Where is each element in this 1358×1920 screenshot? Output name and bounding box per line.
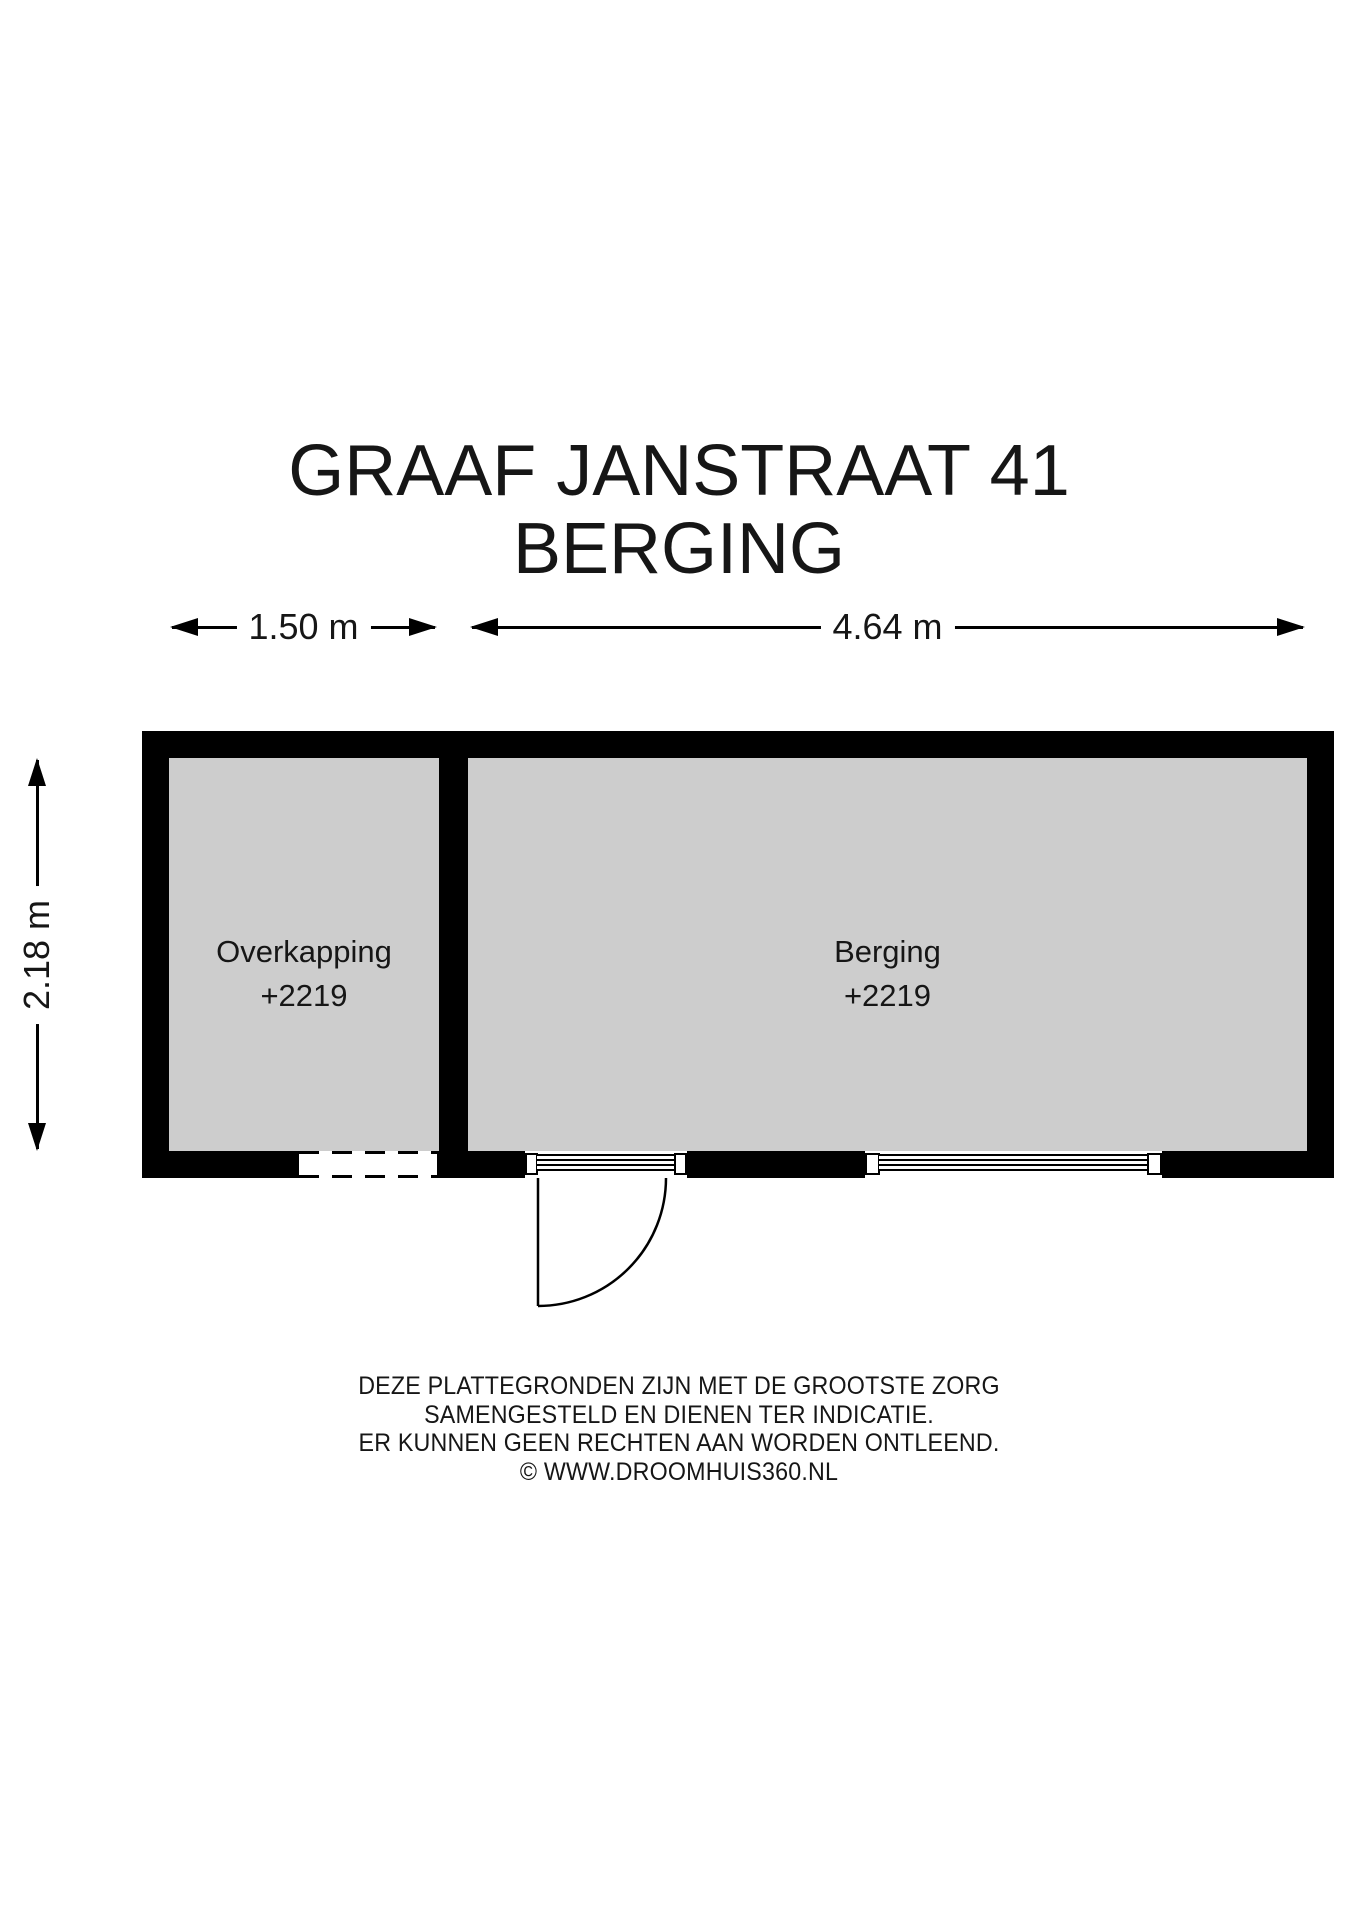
arrowhead-left-icon: [470, 618, 498, 636]
window-glazing: [879, 1154, 1148, 1171]
room-name: Overkapping: [216, 934, 392, 969]
window: [865, 1151, 1162, 1178]
title-subtitle: BERGING: [512, 509, 846, 589]
arrowhead-up-icon: [28, 758, 46, 786]
room-level: +2219: [843, 978, 932, 1013]
dimension-label: 4.64 m: [820, 606, 954, 648]
door-swing: [530, 1178, 675, 1313]
disclaimer-line: © WWW.DROOMHUIS360.NL: [519, 1457, 839, 1486]
door: [525, 1151, 687, 1178]
room-name: Berging: [834, 934, 941, 969]
disclaimer-line: SAMENGESTELD EN DIENEN TER INDICATIE.: [424, 1400, 934, 1429]
door-post: [674, 1153, 687, 1175]
open-passage-dashed: [299, 1151, 437, 1178]
disclaimer-line: ER KUNNEN GEEN RECHTEN AAN WORDEN ONTLEEND.: [358, 1429, 1000, 1457]
room-label-overkapping: [169, 930, 439, 1018]
window-post: [865, 1153, 880, 1175]
title-address: GRAAF JANSTRAAT 41: [288, 431, 1070, 511]
window-post: [1147, 1153, 1162, 1175]
disclaimer: [48, 1372, 1311, 1486]
page-title: [0, 432, 1358, 588]
door-swing-arc: [538, 1178, 666, 1306]
arrowhead-right-icon: [409, 618, 437, 636]
arrowhead-left-icon: [170, 618, 198, 636]
disclaimer-line: DEZE PLATTEGRONDEN ZIJN MET DE GROOTSTE ZORG: [358, 1372, 1000, 1400]
dashed-line: [299, 1151, 437, 1154]
dimension-label: 1.50 m: [236, 606, 370, 648]
room-label-berging: [468, 930, 1307, 1018]
dashed-line: [299, 1175, 437, 1178]
arrowhead-right-icon: [1277, 618, 1305, 636]
room-level: +2219: [260, 978, 348, 1013]
arrowhead-down-icon: [28, 1123, 46, 1151]
dimension-label: 2.18 m: [16, 885, 58, 1023]
door-panel: [537, 1154, 675, 1171]
